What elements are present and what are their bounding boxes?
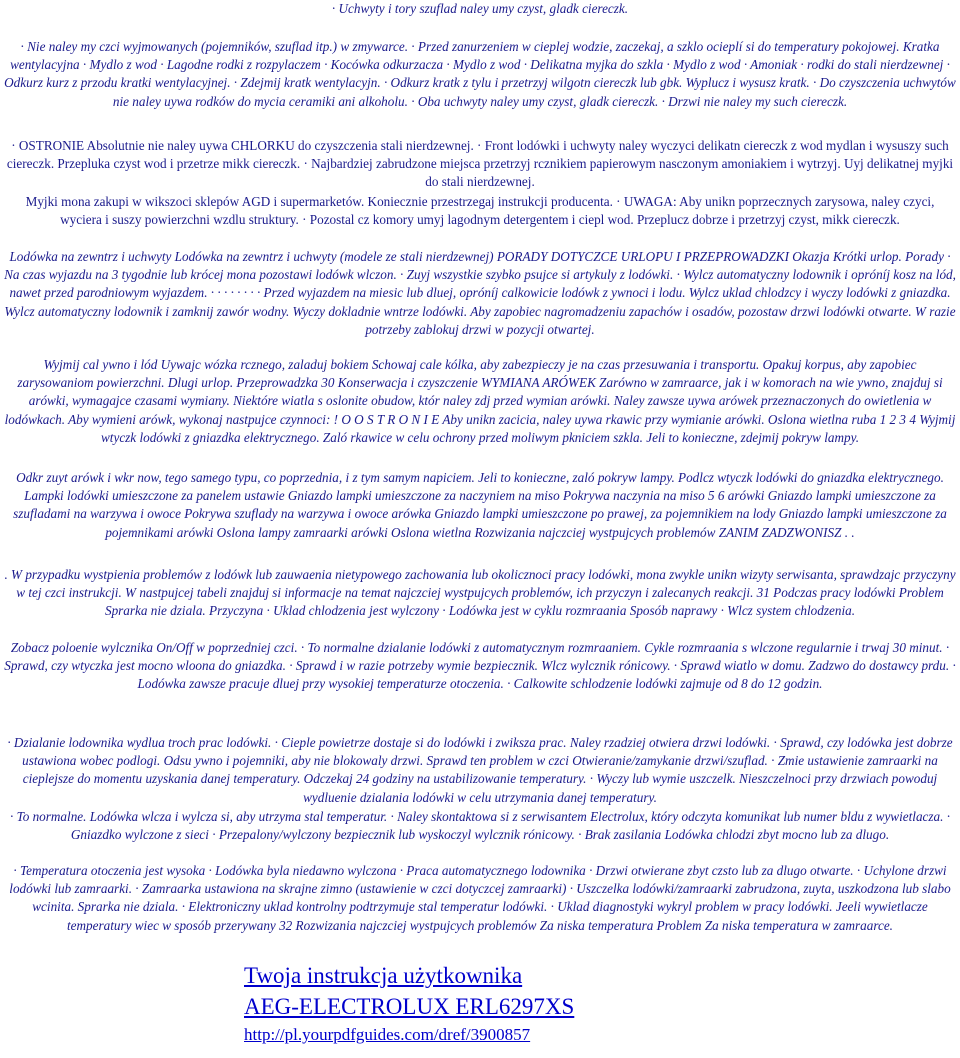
paragraph-removable-parts: · Nie naley my czci wyjmowanych (pojemników, szuflad itp.) w zmywarce. · Przed zanurzeniem w cieplej wodzie, zaczekaj, a szklo ocieplí si do temperatury pokojowej. Kratka wentylacyjna · Mydlo z wod · Lagodne rodki z rozpylaczem · Kocówka odkurzacza · Mydlo z wod · Delikatna myjka do szkla · Mydlo z wod · Amoniak · rodki do stali nierdzewnej · Odkurz kurz z przodu kratki wentylacyjnej. · Zdejmij kratk wentylacyjn. · Odkurz kratk z tylu i przetrzyj wilgotn ciereczk lub gbk. Wyplucz i wysusz kratk. · Do czyszczenia uchwytów nie naley uywa rodków do mycia ceramiki ani alkoholu. · Oba uchwyty naley umy czyst, gladk ciereczk. · Drzwi nie naley my such ciereczk. xyxy=(4,39,956,109)
paragraph-vacation-tips: Lodówka na zewntrz i uchwyty Lodówka na zewntrz i uchwyty (modele ze stali nierdzewnej) PORADY DOTYCZCE URLOPU I PRZEPROWADZKI Okazja Krótki urlop. Porady · Na czas wyjazdu na 3 tygodnie lub krócej mona pozostawi lodówk wlczon. · Zuyj wszystkie szybko psujce si artykuly z lodówki. · Wylcz automatyczny lodownik i opróníj kosz na lód, nawet przed parodniowym wyjazdem. · · · · · · · · Przed wyjazdem na miesic lub dluej, opróníj calkowicie lodówk z ywnoci i lodu. Wylcz uklad chlodzcy i wyczy lodówki z gniazdka. Wylcz automatyczny lodownik i zamknij zawór wodny. Wyczy dokladnie wntrze lodówki. Aby zapobiec nagromadzeniu zapachów i osadów, pozostaw drzwi lodówki otwarte. W razie potrzeby zablokuj drzwi w pozycji otwartej. xyxy=(4,249,956,337)
paragraph-icemaker-operation: · Dzialanie lodownika wydlua troch prac lodówki. · Cieple powietrze dostaje si do lodówki i zwiksza prac. Naley rzadziej otwiera drzwi lodówki. · Sprawd, czy lodówka jest dobrze ustawiona wobec podlogi. Odsu ywno i pojemniki, aby nie blokowaly drzwi. Sprawd ten problem w czci Otwieranie/zamykanie drzwi/szuflad. · Zmie ustawienie zamraarki na cieplejsze do momentu uzyskania danej temperatury. Odczekaj 24 godziny na ustabilizowanie temperatury. · Wyczy lub wymie uszczelk. Nieszczelnoci przy drzwiach powoduj wydluenie dzialania lodówki w celu utrzymania danej temperatury. xyxy=(7,735,953,805)
manual-title-link[interactable]: Twoja instrukcja użytkownika xyxy=(244,963,523,988)
manual-url-link[interactable]: http://pl.yourpdfguides.com/dref/3900857 xyxy=(244,1025,531,1044)
paragraph-bulb-replacement: Wyjmij cal ywno i lód Uywajc wózka rcznego, zaladuj bokiem Schowaj cale kólka, aby zabezpieczy je na czas przesuwania i transportu. Opakuj korpus, aby zapobiec zarysowaniom powierzchni. Dlugi urlop. Przeprowadzka 30 Konserwacja i czyszczenie WYMIANA ARÓWEK Zarówno w zamraarce, jak i w komorach na wie ywno, znajduj si arówki, wymagajce czasami wymiany. Niektóre wiatla s oslonite obudow, któr naley zdj przed wymian arówki. Naley zawsze uywa arówek przeznaczonych do owietlenia w lodówkach. Aby wymieni arówk, wykonaj nastpujce czynnoci: ! O O S T R O N I E Aby unikn zacicia, naley uywa rkawic przy wymianie arówki. Oslona wietlna ruba 1 2 3 4 Wyjmij wtyczk lodówki z gniazdka elektrycznego. Zaló rkawice w celu ochrony przed moliwym pkniciem szkla. Jeli to konieczne, zdejmij pokryw lampy. xyxy=(4,357,956,445)
paragraph-drawer-rails: · Uchwyty i tory szuflad naley umy czyst, gladk ciereczk. xyxy=(331,1,629,16)
paragraph-cleaning-pads: Myjki mona zakupi w wikszoci sklepów AGD i supermarketów. Koniecznie przestrzegaj instrukcji producenta. · UWAGA: Aby unikn poprzecznych zarysowa, naley czyci, wyciera i suszy powierzchni wzdlu struktury. · Pozostal cz komory umyj lagodnym detergentem i ciepl wod. Przeplucz dobrze i przetrzyj czyst, mikk ciereczk. xyxy=(25,194,935,228)
paragraph-normal-cycle: · To normalne. Lodówka wlcza i wylcza si, aby utrzyma stal temperatur. · Naley skontaktowa si z serwisantem Electrolux, który odczyta komunikat lub numer bldu z wywietlacza. · Gniazdko wylczone z sieci · Przepalony/wylczony bezpiecznik lub wyskoczyl wylcznik rónicowy. · Brak zasilania Lodówka chlodzi zbyt mocno lub za dlugo. xyxy=(9,809,951,843)
paragraph-lamp-locations: Odkr zuyt arówk i wkr now, tego samego typu, co poprzednia, i z tym samym napiciem. Jeli to konieczne, zaló pokryw lampy. Podlcz wtyczk lodówki do gniazdka elektrycznego. Lampki lodówki umieszczone za panelem ustawie Gniazdo lampki umieszczone za naczyniem na miso Pokrywa naczynia na miso 5 6 arówki Gniazdo lampki umieszczone za szufladami na warzywa i owoce Pokrywa szuflady na warzywa i owoce arówka Gniazdo lampki umieszczone po prawej, za pojemnikiem na lody Gniazdo lampki umieszczone za pojemnikami arówki Oslona lampy zamraarki arówki Oslona wietlna Rozwizania najczciej wystpujcych problemów ZANIM ZADZWONISZ . . xyxy=(13,470,947,540)
paragraph-troubleshooting-intro: . W przypadku wystpienia problemów z lodówk lub zauwaenia nietypowego zachowania lub okolicznoci pracy lodówki, mona zwykle unikn wizyty serwisanta, sprawdzajc przyczyny w tej czci instrukcji. W nastpujcej tabeli znajduj si informacje na temat najczciej wystpujcych problemów, ich przyczyn i zalecanych reakcji. 31 Podczas pracy lodówki Problem Sprarka nie dziala. Przyczyna · Uklad chlodzenia jest wylczony · Lodówka jest w cyklu rozmraania Sposób naprawy · Wlcz system chlodzenia. xyxy=(4,567,956,619)
paragraph-stainless-warning: · OSTRONIE Absolutnie nie naley uywa CHLORKU do czyszczenia stali nierdzewnej. · Front lodówki i uchwyty naley wyczyci delikatn ciereczk z wod mydlan i wysuszy such ciereczk. Przepluka czyst wod i przetrze mikk ciereczk. · Najbardziej zabrudzone miejsca przetrzyj rcznikiem papierowym nasczonym amoniakiem i wytrzyj. Uyj delikatnej myjki do stali nierdzewnej. xyxy=(6,138,954,190)
paragraph-onoff-switch: Zobacz poloenie wylcznika On/Off w poprzedniej czci. · To normalne dzialanie lodówki z automatycznym rozmraaniem. Cykle rozmraania s wlczone regularnie i trwaj 30 minut. · Sprawd, czy wtyczka jest mocno wloona do gniazdka. · Sprawd i w razie potrzeby wymie bezpiecznik. Wlcz wylcznik rónicowy. · Sprawd wiatlo w domu. Zadzwo do dostawcy prdu. · Lodówka zawsze pracuje dluej przy wysokiej temperaturze otoczenia. · Calkowite schlodzenie lodówki zajmuje od 8 do 12 godzin. xyxy=(4,640,956,692)
model-name-link[interactable]: AEG-ELECTROLUX ERL6297XS xyxy=(244,994,575,1019)
paragraph-ambient-temperature: · Temperatura otoczenia jest wysoka · Lodówka byla niedawno wylczona · Praca automatycznego lodownika · Drzwi otwierane zbyt czsto lub za dlugo otwarte. · Uchylone drzwi lodówki lub zamraarki. · Zamraarka ustawiona na skrajne zimno (ustawienie w czci dotyczcej zamraarki) · Uszczelka lodówki/zamraarki zabrudzona, zuyta, uszkodzona lub slabo wcinita. Sprarka nie dziala. · Elektroniczny uklad kontrolny podtrzymuje stal temperatur lodówki. · Uklad diagnostyki wykryl problem w pracy lodówki. Jeeli wywietlacze temperatury wiec w sposób przerywany 32 Rozwizania najczciej wystpujcych problemów Za niska temperatura Problem Za niska temperatura w zamraarce. xyxy=(9,863,951,933)
manual-link-footer xyxy=(244,960,804,1048)
